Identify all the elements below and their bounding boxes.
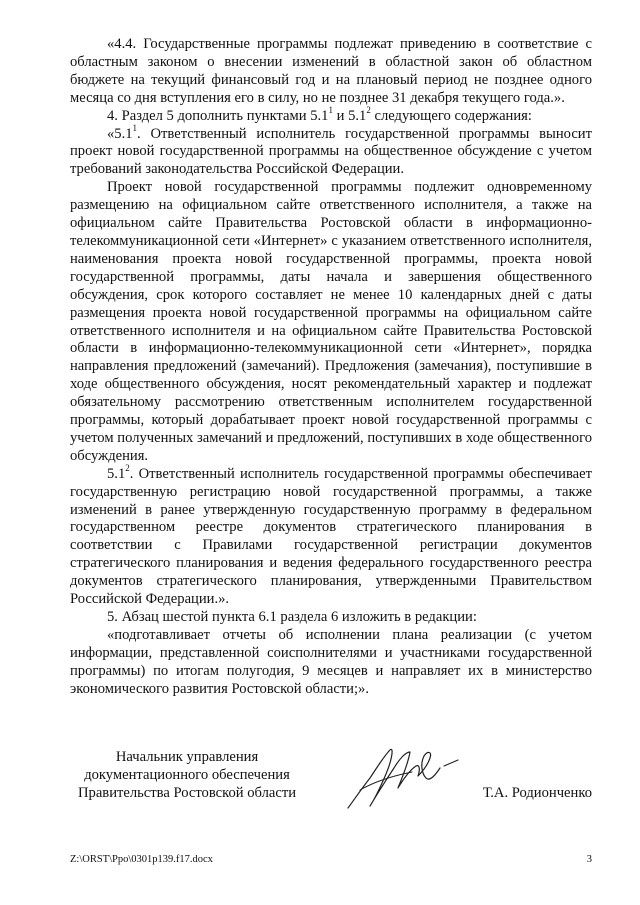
signatory-title <box>70 749 304 803</box>
signer-name: Т.А. Родионченко <box>482 785 592 801</box>
paragraph-item-4 <box>70 104 592 126</box>
text: 4. Раздел 5 дополнить пунктами 5.1 <box>107 107 329 124</box>
text: «5.1 <box>107 125 133 142</box>
text: и 5.1 <box>332 107 367 124</box>
file-path: Z:\ORST\Ppo\0301p139.f17.docx <box>70 854 213 865</box>
signatory-title-line: Правительства Ростовской области <box>77 784 297 801</box>
signatory-title-line: Начальник управления <box>115 749 259 765</box>
superscript: 1 <box>328 104 333 115</box>
paragraph-4-4: «4.4. Государственные программы подлежат приведению в соответствие с областным законом о внесении изменений в областной закон об областном бюджете на текущий финансовый год и на плановый период не позднее одного месяца со дня вступления его в силу, но не позднее 31 декабря текущего года.». <box>70 36 592 106</box>
text: 5.1 <box>107 465 126 482</box>
paragraph-item-5: 5. Абзац шестой пункта 6.1 раздела 6 изложить в редакции: <box>107 609 477 625</box>
paragraph-project-placement: Проект новой государственной программы подлежит одновременному размещению на официальном сайте ответственного исполнителя, а также на официальном сайте Правительства Ростовской области в информационно-телекоммуникационной сети «Интернет» с указанием ответственного исполнителя, наименования проекта новой государственной программы, проекта новой государственной программы, даты начала и завершения общественного обсуждения, срок которого составляет не менее 10 календарных дней с даты размещения проекта новой государственной программы на официальном сайте ответственного исполнителя и на официальном сайте Правительства Ростовской области в информационно-телекоммуникационной сети «Интернет», порядка направления предложений (замечаний). Предложения (замечания), поступившие в ходе общественного обсуждения, носят рекомендательный характер и подлежат обязательному рассмотрению ответственным исполнителем государственной программы, который дорабатывает проект новой государственной программы с учетом полученных замечаний и предложений, поступивших в ходе общественного обсуждения. <box>70 179 592 464</box>
superscript: 2 <box>366 104 371 115</box>
text: . Ответственный исполнитель государственной программы выносит проект новой государственной программы на общественное обсуждение с учетом требований законодательства Российской Федерации. <box>70 125 592 178</box>
paragraph-quote-reports: «подготавливает отчеты об исполнении плана реализации (с учетом информации, представленной соисполнителями и участниками государственной программы) по итогам полугодия, 9 месяцев и направляет их в министерство экономического развития Ростовской области;». <box>70 626 592 697</box>
page-number: 3 <box>586 854 592 865</box>
paragraph-5-1-2 <box>70 462 592 609</box>
text: . Ответственный исполнитель государственной программы обеспечивает государственную регистрацию новой государственной программы, а также изменений в ранее утвержденную государственную программу в федеральном государственном реестре документов стратегического планирования в соответствии с Правилами государственной регистрации документов стратегического планирования и ведения федерального государственного реестра документов стратегического планирования, утвержденными Правительством Российской Федерации.». <box>70 465 592 608</box>
superscript: 1 <box>132 122 138 133</box>
superscript: 2 <box>125 462 130 473</box>
signatory-title-line: документационного обеспечения <box>84 766 290 783</box>
paragraph-5-1-1 <box>70 122 592 180</box>
handwritten-signature <box>340 730 460 820</box>
document-body <box>70 36 592 699</box>
text: следующего содержания: <box>370 107 532 124</box>
